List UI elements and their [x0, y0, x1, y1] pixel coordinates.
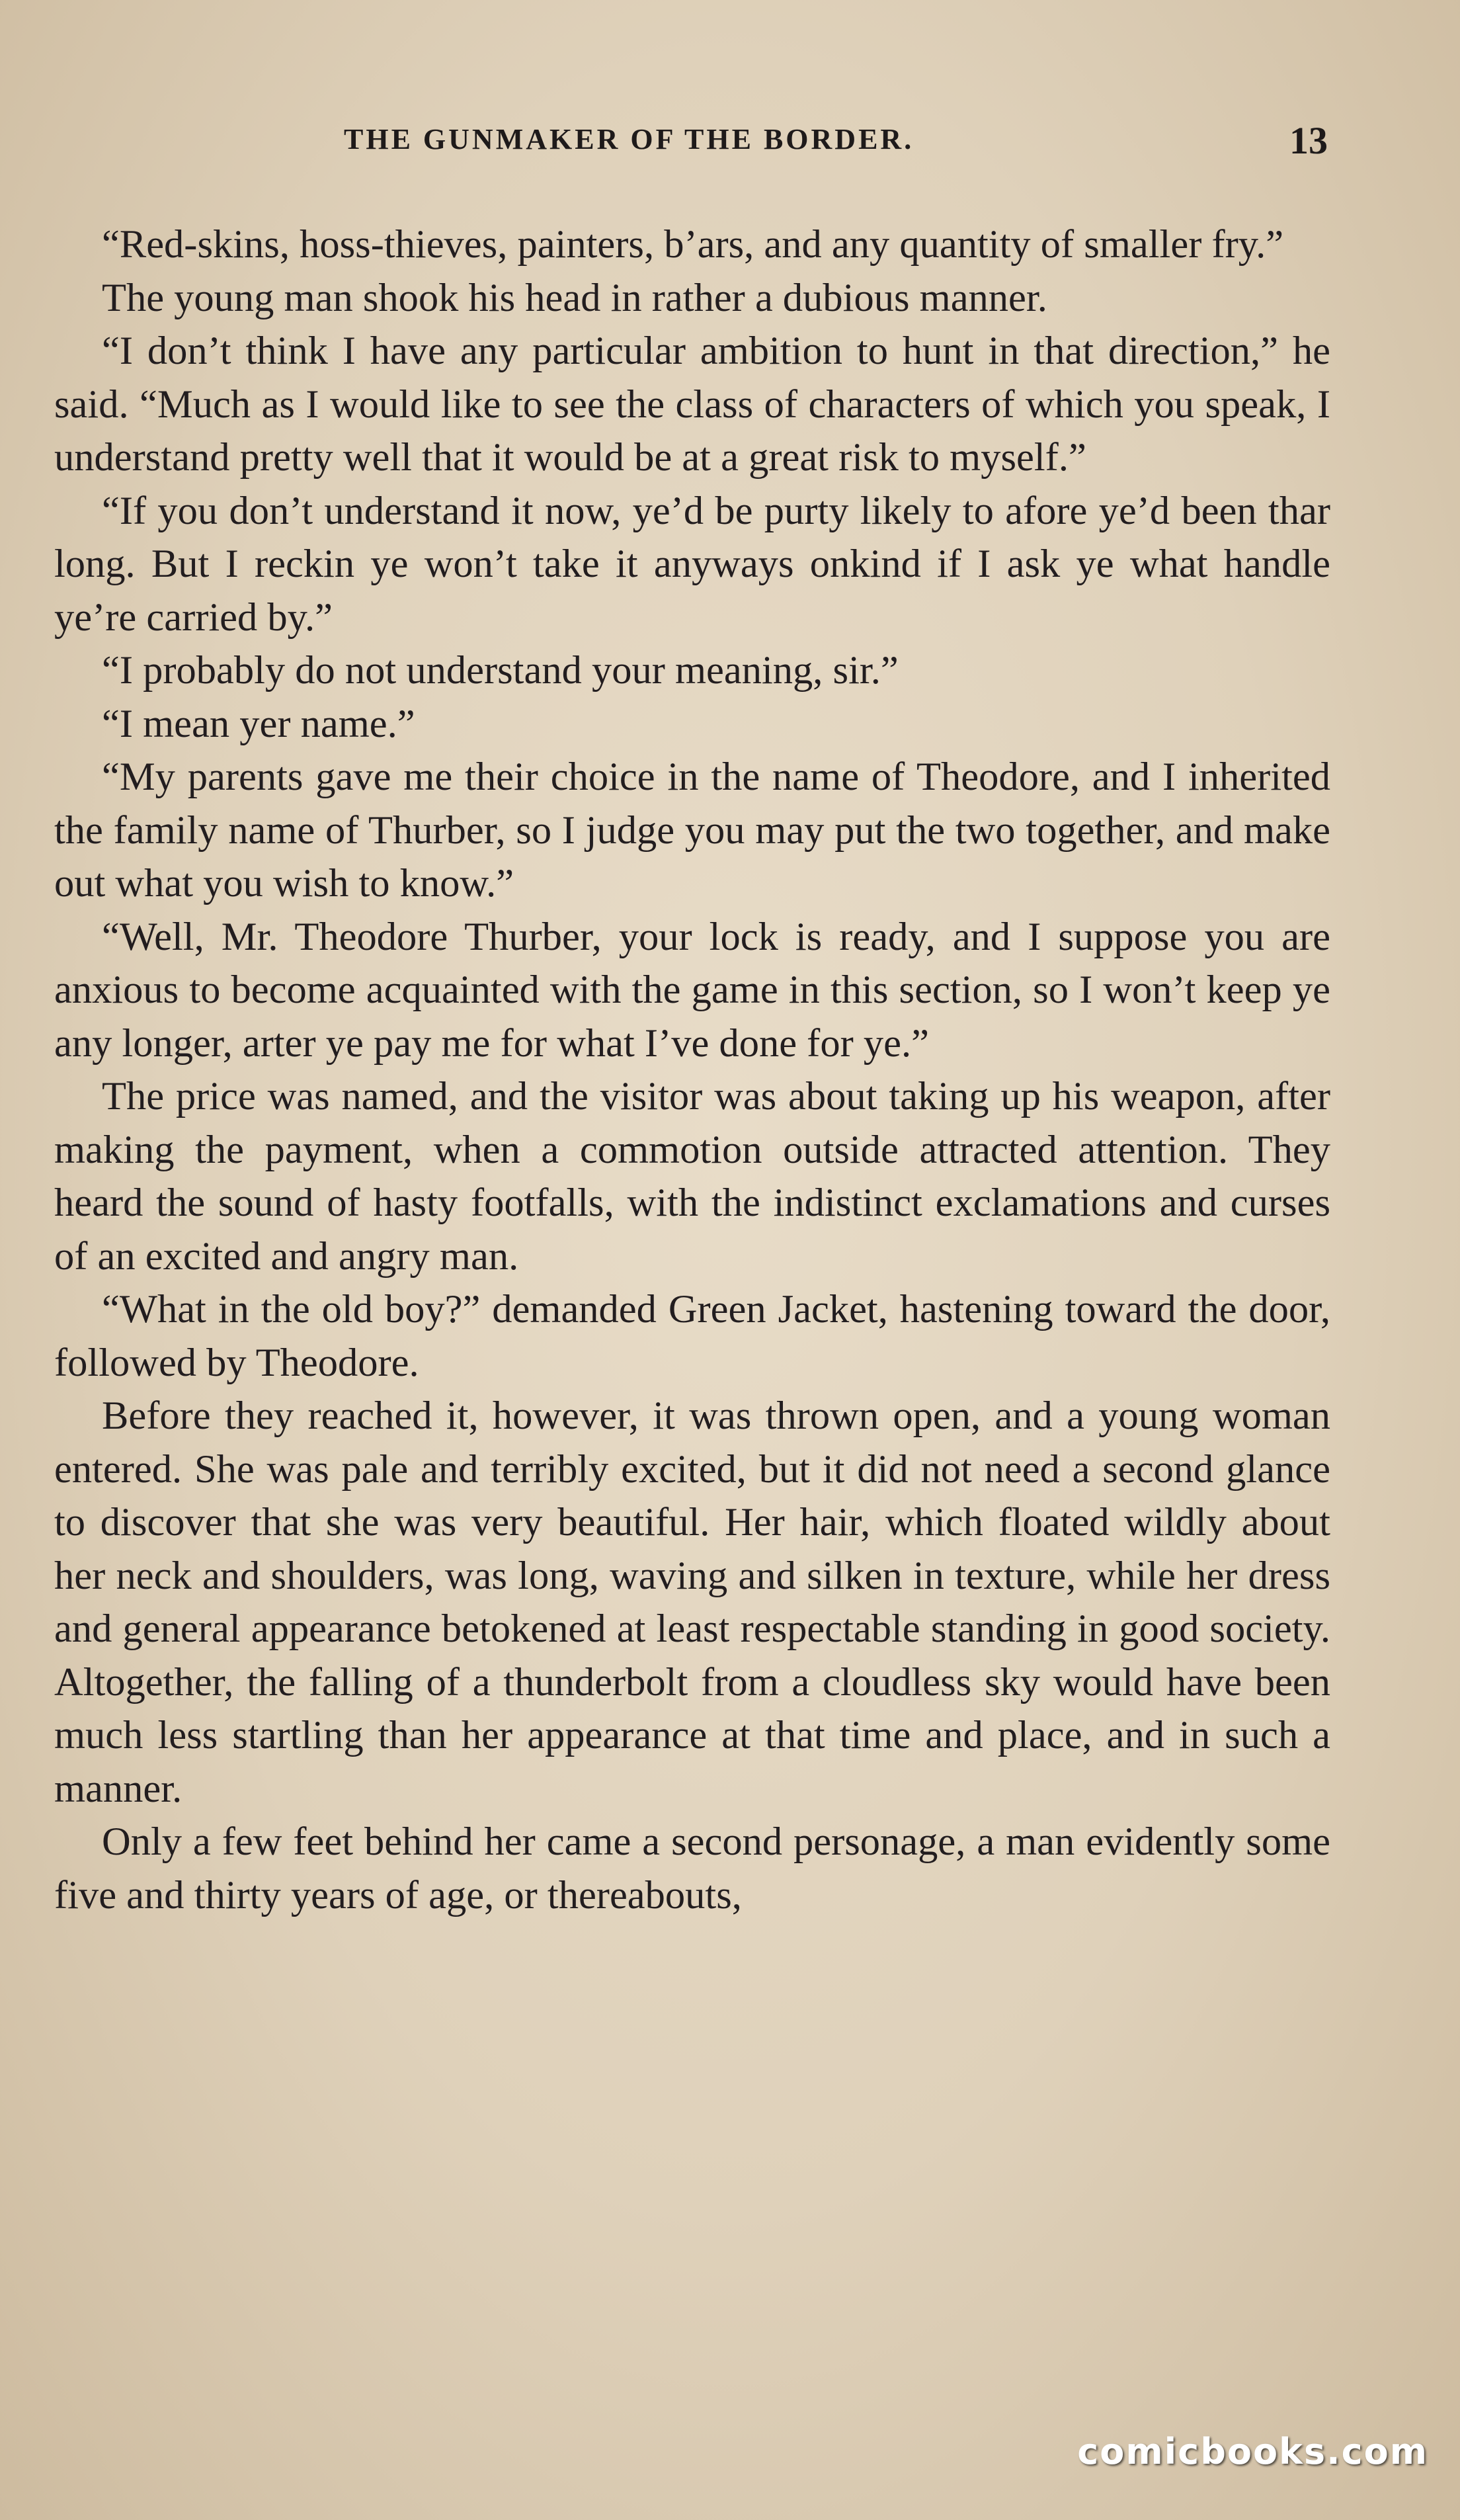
paragraph: “If you don’t understand it now, ye’d be purty likely to afore ye’d been thar long. But I reckin ye won’t take it anyways onkind if I ask ye what handle ye’re carried by.”: [54, 488, 1330, 640]
site-watermark: comicbooks.com: [1077, 2431, 1428, 2472]
paragraph: “I mean yer name.”: [102, 701, 415, 746]
paragraph: “What in the old boy?” demanded Green Jacket, hastening toward the door, followed by Theodore.: [54, 1287, 1330, 1385]
page-number: 13: [1289, 119, 1328, 162]
paragraph: The price was named, and the visitor was about taking up his weapon, after making the payment, when a commotion outside attracted attention. They heard the sound of hasty footfalls, with the indistinct exclamations and curses of an excited and angry man.: [54, 1074, 1330, 1279]
paragraph: Only a few feet behind her came a second personage, a man evidently some five and thirty years of age, or thereabouts,: [54, 1820, 1330, 1917]
paragraph: The young man shook his head in rather a dubious manner.: [102, 275, 1047, 320]
paragraph: “Red-skins, hoss-thieves, painters, b’ars, and any quantity of smaller fry.”: [102, 222, 1284, 267]
paragraph: “My parents gave me their choice in the name of Theodore, and I inherited the family name of Thurber, so I judge you may put the two together, and make out what you wish to know.”: [54, 755, 1330, 905]
running-head: [0, 119, 1460, 169]
paragraph: “Well, Mr. Theodore Thurber, your lock is ready, and I suppose you are anxious to become acquainted with the game in this section, so I won’t keep ye any longer, arter ye pay me for what I’ve done for ye.”: [54, 914, 1330, 1066]
paragraph: “I don’t think I have any particular ambition to hunt in that direction,” he said. “Much as I would like to see the class of characters of which you speak, I understand pretty well that it would be at a great risk to myself.”: [54, 329, 1330, 480]
paragraph: Before they reached it, however, it was thrown open, and a young woman entered. She was pale and terribly excited, but it did not need a second glance to discover that she was very beautiful. Her hair, which floated wildly about her neck and shoulders, was long, waving and silken in texture, while her dress and general appearance betokened at least respectable standing in good society. Altogether, the falling of a thunderbolt from a cloudless sky would have been much less startling than her appearance at that time and place, and in such a manner.: [54, 1394, 1330, 1811]
body-text: [54, 218, 1330, 1922]
paragraph: “I probably do not understand your meaning, sir.”: [102, 648, 899, 693]
running-title: THE GUNMAKER OF THE BORDER.: [344, 123, 914, 155]
